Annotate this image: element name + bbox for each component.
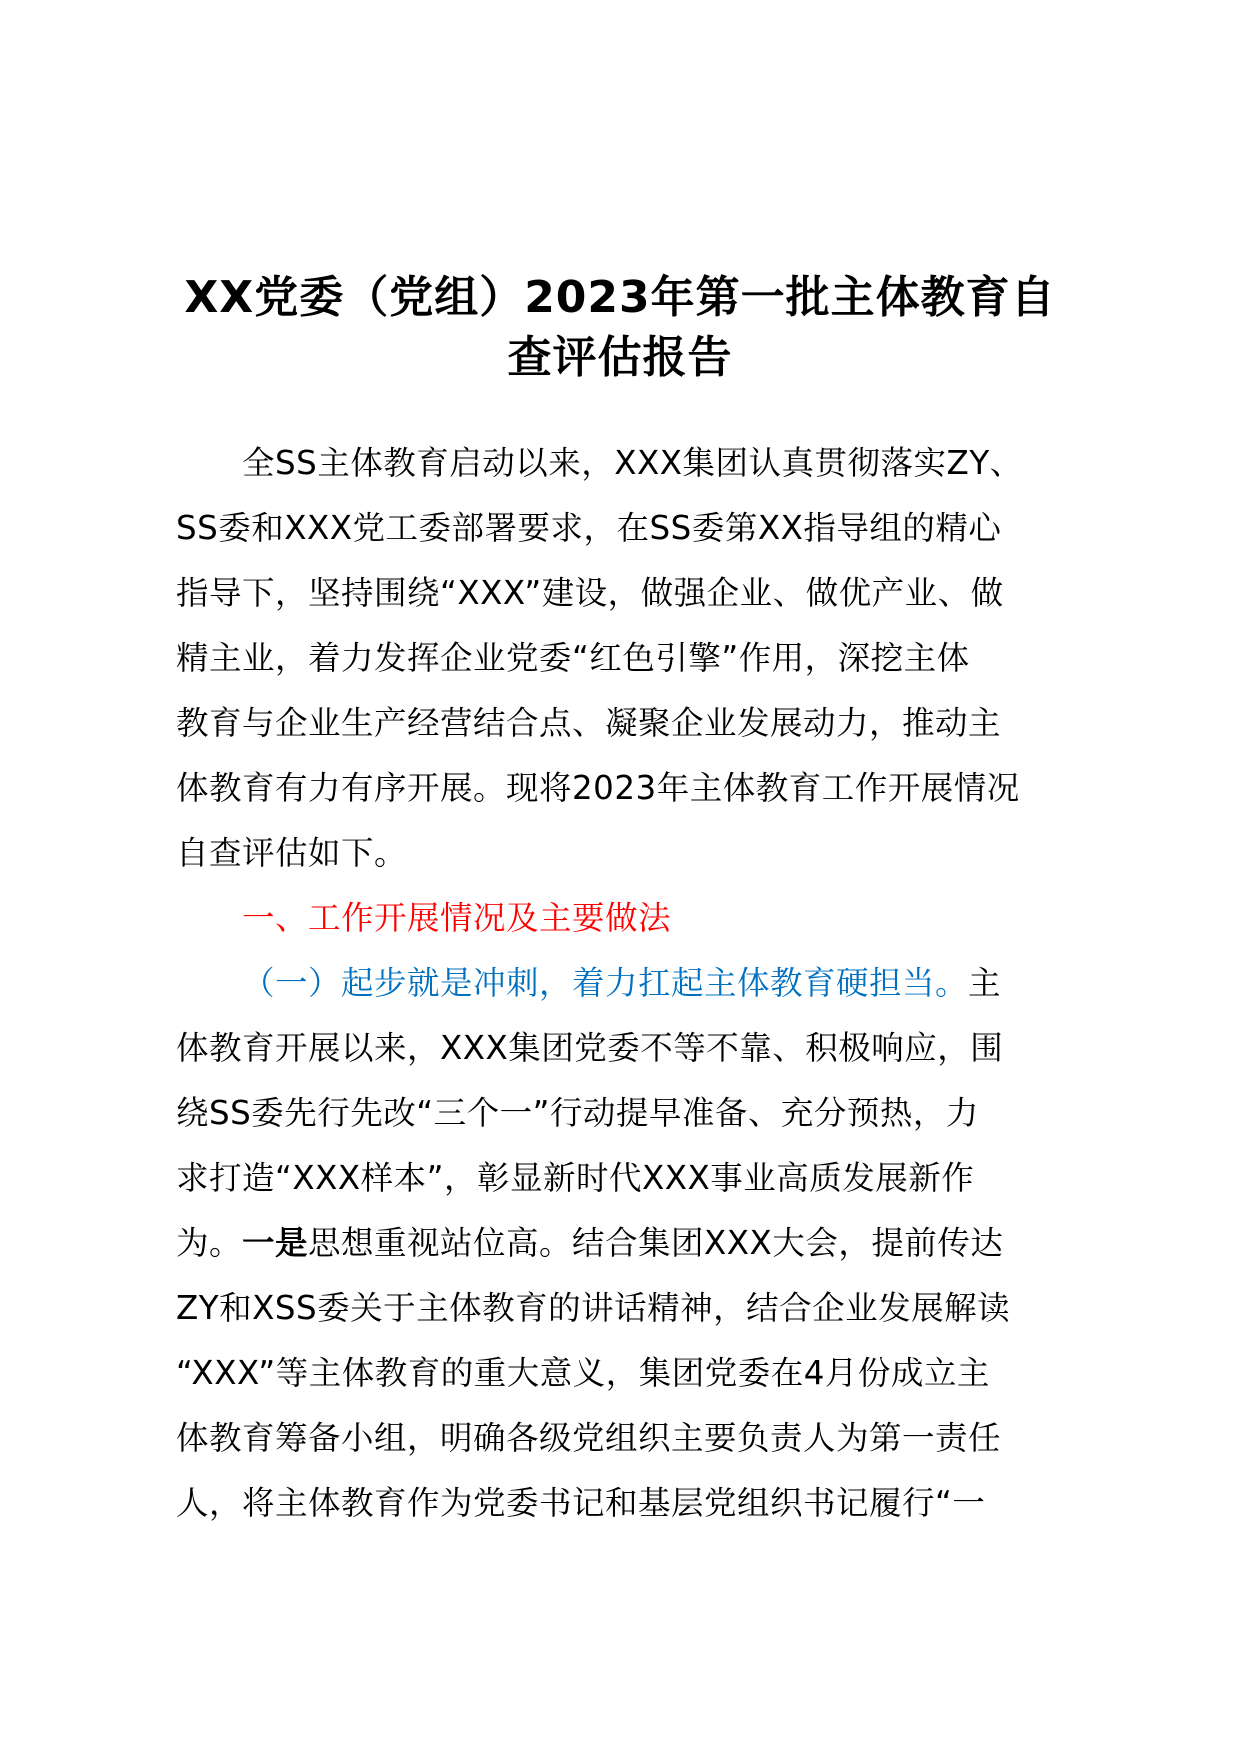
paragraph-1-line: 体教育有力有序开展。现将2023年主体教育工作开展情况 — [176, 769, 1020, 807]
paragraph-1-line: 自查评估如下。 — [176, 834, 408, 872]
paragraph-1-line: 精主业，着力发挥企业党委“红色引擎”作用，深挖主体 — [176, 639, 970, 677]
paragraph-1-line: 指导下，坚持围绕“XXX”建设，做强企业、做优产业、做 — [176, 574, 1004, 612]
line-suffix: 思想重视站位高。结合集团XXX大会，提前传达 — [308, 1224, 1004, 1262]
document-title — [170, 268, 1070, 388]
paragraph-1-line: 全SS主体教育启动以来，XXX集团认真贯彻落实ZY、 — [242, 444, 1023, 482]
paragraph-2-line: ZY和XSS委关于主体教育的讲话精神，结合企业发展解读 — [176, 1289, 1011, 1327]
paragraph-2-line: 体教育筹备小组，明确各级党组织主要负责人为第一责任 — [176, 1419, 1002, 1457]
section-heading-1: 一、工作开展情况及主要做法 — [242, 899, 672, 937]
subsection-line — [176, 951, 1104, 1016]
paragraph-1-line: SS委和XXX党工委部署要求，在SS委第XX指导组的精心 — [176, 509, 1002, 547]
paragraph-2-line: 体教育开展以来，XXX集团党委不等不靠、积极响应，围 — [176, 1029, 1004, 1067]
line-prefix: 为。 — [176, 1224, 243, 1262]
title-line-1: XX党委（党组）2023年第一批主体教育自 — [184, 272, 1056, 323]
subsection-heading-1: （一）起步就是冲刺，着力扛起主体教育硬担当。 — [242, 964, 969, 1002]
paragraph-2-line: 求打造“XXX样本”，彰显新时代XXX事业高质发展新作 — [176, 1159, 975, 1197]
title-line-2: 查评估报告 — [507, 332, 733, 383]
emphasis-first-point: 一是 — [242, 1224, 309, 1262]
paragraph-2-line: 人，将主体教育作为党委书记和基层党组织书记履行“一 — [176, 1484, 986, 1522]
subsection-heading-tail: 主 — [968, 964, 1002, 1002]
paragraph-2-line — [176, 1211, 1104, 1276]
paragraph-2-line: 绕SS委先行先改“三个一”行动提早准备、充分预热，力 — [176, 1094, 979, 1132]
document-body — [176, 431, 1104, 1536]
paragraph-2-line: “XXX”等主体教育的重大意义，集团党委在4月份成立主 — [176, 1354, 990, 1392]
paragraph-1-line: 教育与企业生产经营结合点、凝聚企业发展动力，推动主 — [176, 704, 1002, 742]
